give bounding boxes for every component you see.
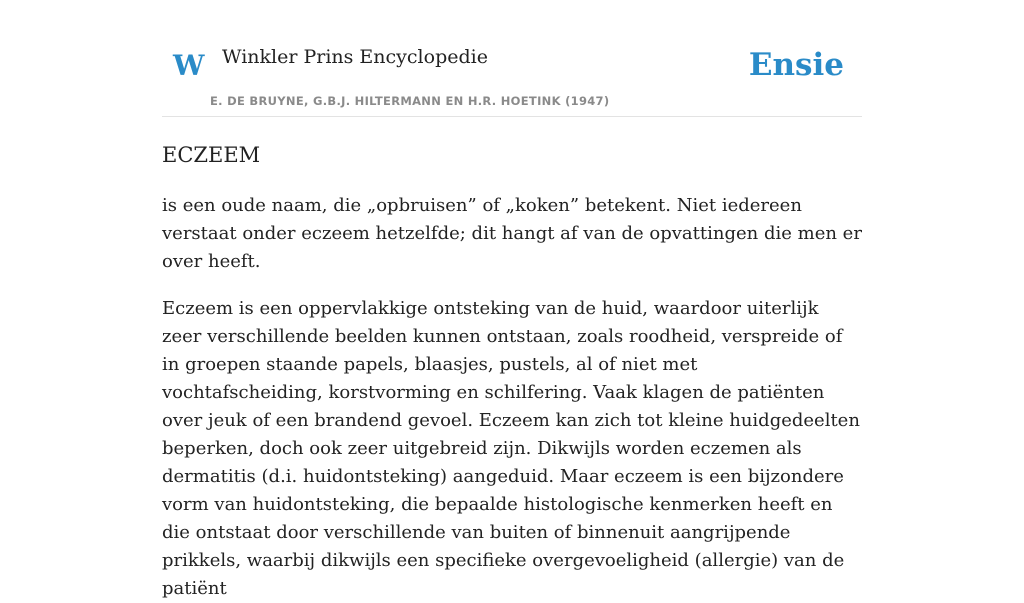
encyclopedia-title[interactable]: Winkler Prins Encyclopedie xyxy=(222,46,488,68)
article-title: ECZEEM xyxy=(162,143,261,167)
article-paragraph: Eczeem is een oppervlakkige ontsteking van de huid, waardoor uiterlijk zeer verschillende beelden kunnen ontstaan, zoals roodheid, verspreide of in groepen staande papels, blaasjes, pustels, al of niet met vochtafscheiding, korstvorming en schilfering. Vaak klagen de patiënten over jeuk of een brandend gevoel. Eczeem kan zich tot kleine huidgedeelten beperken, doch ook zeer uitgebreid zijn. Dikwijls worden eczemen als dermatitis (d.i. huidontsteking) aangeduid. Maar eczeem is een bijzondere vorm van huidontsteking, die bepaalde histologische kenmerken heeft en die ontstaat door verschillende van buiten of binnenuit aangrijpende prikkels, waarbij dikwijls een specifieke overgevoeligheid (allergie) van de patiënt xyxy=(162,298,860,599)
winkler-prins-logo[interactable]: W xyxy=(173,49,205,82)
article-paragraph: is een oude naam, die „opbruisen” of „koken” betekent. Niet iedereen verstaat onder eczeem hetzelfde; dit hangt af van de opvattingen die men er over heeft. xyxy=(162,195,862,272)
ensie-logo-link[interactable]: Ensie xyxy=(748,47,844,83)
authors-line: E. DE BRUYNE, G.B.J. HILTERMANN EN H.R. HOETINK (1947) xyxy=(210,94,610,108)
site-header xyxy=(162,0,862,117)
article xyxy=(162,140,862,603)
